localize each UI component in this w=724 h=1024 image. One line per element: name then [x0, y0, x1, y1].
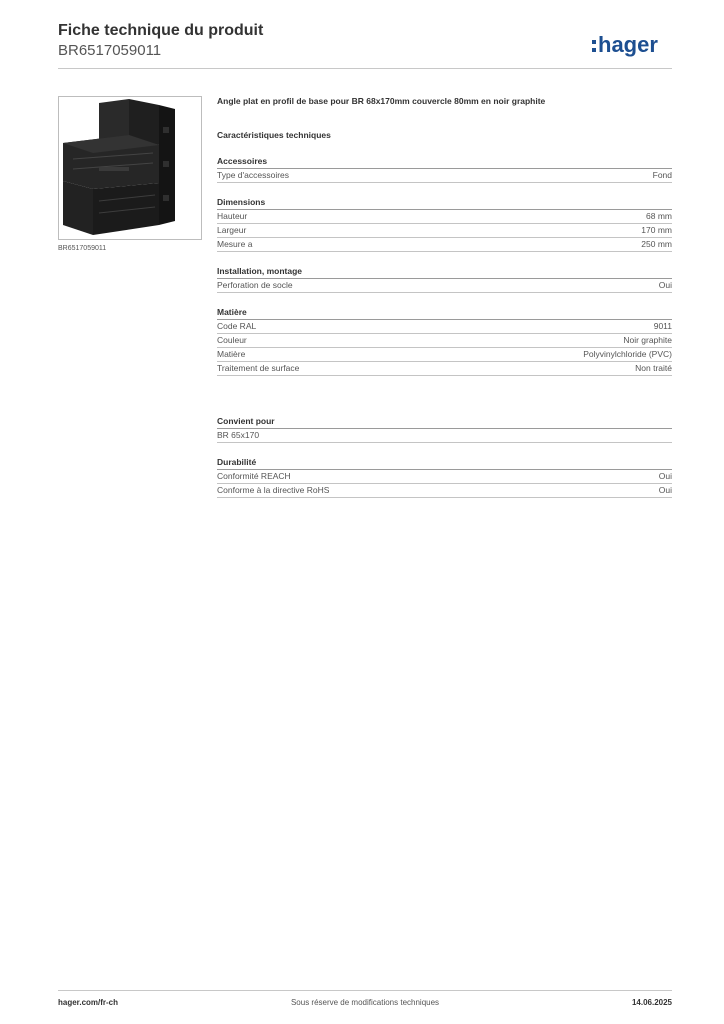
spec-row: [217, 320, 672, 334]
spec-value: Oui: [658, 280, 672, 290]
spec-value: 9011: [653, 321, 672, 331]
svg-text:hager: hager: [598, 32, 658, 57]
spec-row: [217, 279, 672, 293]
website-link[interactable]: hager.com/fr-ch: [58, 998, 119, 1007]
spec-label: Hauteur: [217, 211, 248, 221]
spec-row: [217, 362, 672, 376]
section-title: Dimensions: [217, 197, 672, 210]
spec-value: 170 mm: [641, 225, 672, 235]
product-photo: [59, 97, 201, 239]
spec-value: Noir graphite: [623, 335, 672, 345]
spec-row: [217, 238, 672, 252]
section-dimensions: [217, 197, 672, 252]
spec-value: Oui: [658, 485, 672, 495]
spec-value: Non traité: [635, 363, 672, 373]
section-title: Installation, montage: [217, 266, 672, 279]
spec-value: Polyvinylchloride (PVC): [583, 349, 672, 359]
section-title: Durabilité: [217, 457, 672, 470]
section-accessoires: [217, 156, 672, 183]
product-description: Angle plat en profil de base pour BR 68x170mm couvercle 80mm en noir graphite: [217, 96, 546, 106]
spec-value: 68 mm: [646, 211, 672, 221]
characteristics-heading: Caractéristiques techniques: [217, 130, 331, 140]
spec-row: [217, 470, 672, 484]
section-convient-pour: [217, 416, 672, 443]
page-footer: [58, 998, 672, 1012]
spec-label: Largeur: [217, 225, 247, 235]
spec-row: [217, 484, 672, 498]
hager-logo: [592, 28, 672, 58]
section-title: Convient pour: [217, 416, 672, 429]
spec-content: [217, 96, 672, 498]
spec-label: BR 65x170: [217, 430, 260, 440]
product-image: [58, 96, 202, 240]
spec-label: Code RAL: [217, 321, 257, 331]
page-header: [58, 20, 672, 70]
spec-label: Couleur: [217, 335, 247, 345]
spec-label: Perforation de socle: [217, 280, 293, 290]
image-caption: BR6517059011: [58, 245, 107, 252]
header-divider: [58, 68, 672, 69]
document-title: Fiche technique du produit: [58, 22, 264, 39]
footer-notice: Sous réserve de modifications techniques: [290, 998, 440, 1007]
spec-row: [217, 334, 672, 348]
spec-value: Oui: [658, 471, 672, 481]
product-reference: BR6517059011: [58, 42, 162, 59]
spec-row: [217, 169, 672, 183]
section-durabilite: [217, 457, 672, 498]
document-date: 14.06.2025: [631, 998, 672, 1007]
spec-value: 250 mm: [641, 239, 672, 249]
spec-label: Conforme à la directive RoHS: [217, 485, 330, 495]
spec-label: Mesure a: [217, 239, 253, 249]
spec-value: Fond: [652, 170, 672, 180]
spec-row: [217, 210, 672, 224]
spec-label: Matière: [217, 349, 246, 359]
section-matiere: [217, 307, 672, 376]
section-title: Accessoires: [217, 156, 672, 169]
spec-row: [217, 224, 672, 238]
spec-row: [217, 348, 672, 362]
spec-label: Conformité REACH: [217, 471, 291, 481]
spec-row: [217, 429, 672, 443]
footer-divider: [58, 990, 672, 991]
spec-label: Type d'accessoires: [217, 170, 290, 180]
section-installation: [217, 266, 672, 293]
section-title: Matière: [217, 307, 672, 320]
spec-label: Traitement de surface: [217, 363, 300, 373]
